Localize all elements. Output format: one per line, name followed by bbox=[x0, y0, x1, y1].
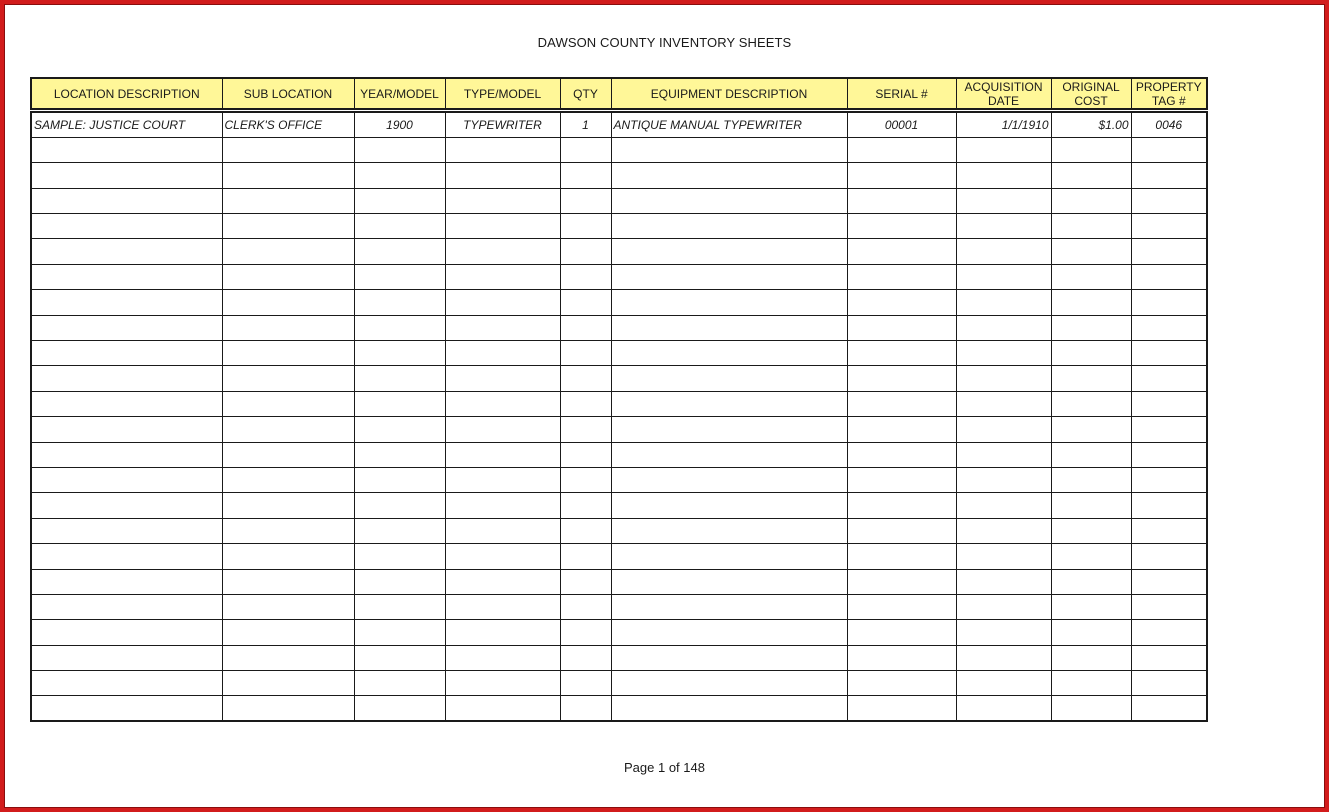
cell-location-description[interactable] bbox=[31, 391, 222, 416]
cell-location-description[interactable] bbox=[31, 341, 222, 366]
cell-acquisition-date[interactable] bbox=[956, 645, 1051, 670]
cell-equipment-description[interactable] bbox=[611, 645, 847, 670]
cell-equipment-description[interactable] bbox=[611, 239, 847, 264]
table-row bbox=[31, 239, 1207, 264]
cell-equipment-description[interactable] bbox=[611, 620, 847, 645]
cell-property-tag[interactable] bbox=[1131, 493, 1207, 518]
table-row bbox=[31, 569, 1207, 594]
cell-property-tag[interactable] bbox=[1131, 671, 1207, 696]
cell-year-model[interactable] bbox=[354, 442, 445, 467]
cell-acquisition-date[interactable] bbox=[956, 442, 1051, 467]
cell-original-cost[interactable] bbox=[1051, 493, 1131, 518]
cell-property-tag[interactable] bbox=[1131, 315, 1207, 340]
cell-sub-location[interactable] bbox=[222, 264, 354, 289]
cell-qty[interactable] bbox=[560, 442, 611, 467]
cell-serial[interactable] bbox=[847, 239, 956, 264]
cell-original-cost[interactable] bbox=[1051, 594, 1131, 619]
cell-location-description[interactable] bbox=[31, 137, 222, 162]
cell-acquisition-date[interactable] bbox=[956, 214, 1051, 239]
cell-acquisition-date[interactable] bbox=[956, 315, 1051, 340]
cell-year-model[interactable] bbox=[354, 137, 445, 162]
cell-acquisition-date[interactable] bbox=[956, 163, 1051, 188]
cell-qty[interactable] bbox=[560, 696, 611, 721]
cell-original-cost[interactable] bbox=[1051, 645, 1131, 670]
cell-location-description[interactable] bbox=[31, 264, 222, 289]
cell-equipment-description[interactable] bbox=[611, 214, 847, 239]
cell-type-model[interactable] bbox=[445, 442, 560, 467]
cell-original-cost[interactable] bbox=[1051, 341, 1131, 366]
cell-qty[interactable] bbox=[560, 544, 611, 569]
table-row bbox=[31, 467, 1207, 492]
cell-sub-location[interactable] bbox=[222, 315, 354, 340]
cell-location-description[interactable] bbox=[31, 290, 222, 315]
cell-property-tag[interactable] bbox=[1131, 341, 1207, 366]
cell-serial[interactable] bbox=[847, 544, 956, 569]
table-row bbox=[31, 264, 1207, 289]
cell-acquisition-date[interactable] bbox=[956, 264, 1051, 289]
cell-type-model[interactable] bbox=[445, 569, 560, 594]
cell-property-tag[interactable] bbox=[1131, 214, 1207, 239]
cell-sub-location[interactable] bbox=[222, 518, 354, 543]
table-row bbox=[31, 671, 1207, 696]
cell-original-cost[interactable]: $1.00 bbox=[1051, 112, 1131, 137]
cell-equipment-description[interactable] bbox=[611, 137, 847, 162]
cell-serial[interactable] bbox=[847, 518, 956, 543]
cell-equipment-description[interactable] bbox=[611, 442, 847, 467]
cell-equipment-description[interactable] bbox=[611, 366, 847, 391]
table-row bbox=[31, 417, 1207, 442]
cell-property-tag[interactable] bbox=[1131, 417, 1207, 442]
cell-serial[interactable] bbox=[847, 214, 956, 239]
cell-year-model[interactable] bbox=[354, 645, 445, 670]
cell-sub-location[interactable] bbox=[222, 594, 354, 619]
cell-acquisition-date[interactable] bbox=[956, 569, 1051, 594]
cell-location-description[interactable] bbox=[31, 569, 222, 594]
cell-qty[interactable] bbox=[560, 518, 611, 543]
col-header-equipment-description: EQUIPMENT DESCRIPTION bbox=[611, 78, 847, 109]
cell-year-model[interactable]: 1900 bbox=[354, 112, 445, 137]
cell-year-model[interactable] bbox=[354, 417, 445, 442]
cell-acquisition-date[interactable] bbox=[956, 391, 1051, 416]
cell-type-model[interactable]: TYPEWRITER bbox=[445, 112, 560, 137]
cell-serial[interactable] bbox=[847, 137, 956, 162]
cell-serial[interactable] bbox=[847, 594, 956, 619]
cell-equipment-description[interactable] bbox=[611, 417, 847, 442]
cell-acquisition-date[interactable] bbox=[956, 620, 1051, 645]
cell-original-cost[interactable] bbox=[1051, 620, 1131, 645]
table-row bbox=[31, 518, 1207, 543]
col-header-sub-location: SUB LOCATION bbox=[222, 78, 354, 109]
cell-property-tag[interactable] bbox=[1131, 163, 1207, 188]
cell-type-model[interactable] bbox=[445, 671, 560, 696]
cell-location-description[interactable] bbox=[31, 518, 222, 543]
cell-type-model[interactable] bbox=[445, 315, 560, 340]
cell-serial[interactable] bbox=[847, 493, 956, 518]
page-number: Page 1 of 148 bbox=[624, 760, 705, 775]
cell-type-model[interactable] bbox=[445, 696, 560, 721]
cell-serial[interactable] bbox=[847, 163, 956, 188]
cell-property-tag[interactable] bbox=[1131, 645, 1207, 670]
cell-sub-location[interactable] bbox=[222, 366, 354, 391]
cell-property-tag[interactable] bbox=[1131, 264, 1207, 289]
table-row bbox=[31, 594, 1207, 619]
cell-sub-location[interactable] bbox=[222, 467, 354, 492]
cell-sub-location[interactable] bbox=[222, 544, 354, 569]
cell-equipment-description[interactable] bbox=[611, 696, 847, 721]
cell-qty[interactable] bbox=[560, 341, 611, 366]
cell-type-model[interactable] bbox=[445, 214, 560, 239]
table-row bbox=[31, 696, 1207, 721]
cell-type-model[interactable] bbox=[445, 391, 560, 416]
cell-location-description[interactable] bbox=[31, 645, 222, 670]
cell-acquisition-date[interactable] bbox=[956, 544, 1051, 569]
cell-sub-location[interactable] bbox=[222, 290, 354, 315]
cell-qty[interactable] bbox=[560, 594, 611, 619]
cell-qty[interactable] bbox=[560, 620, 611, 645]
cell-type-model[interactable] bbox=[445, 341, 560, 366]
cell-year-model[interactable] bbox=[354, 544, 445, 569]
cell-type-model[interactable] bbox=[445, 620, 560, 645]
cell-original-cost[interactable] bbox=[1051, 467, 1131, 492]
col-header-qty: QTY bbox=[560, 78, 611, 109]
table-row bbox=[31, 645, 1207, 670]
cell-original-cost[interactable] bbox=[1051, 188, 1131, 213]
cell-equipment-description[interactable] bbox=[611, 188, 847, 213]
cell-acquisition-date[interactable] bbox=[956, 671, 1051, 696]
cell-type-model[interactable] bbox=[445, 366, 560, 391]
cell-qty[interactable] bbox=[560, 417, 611, 442]
cell-equipment-description[interactable] bbox=[611, 518, 847, 543]
cell-serial[interactable] bbox=[847, 645, 956, 670]
cell-type-model[interactable] bbox=[445, 544, 560, 569]
cell-type-model[interactable] bbox=[445, 467, 560, 492]
cell-qty[interactable] bbox=[560, 366, 611, 391]
table-row bbox=[31, 188, 1207, 213]
cell-serial[interactable] bbox=[847, 290, 956, 315]
table-row bbox=[31, 391, 1207, 416]
cell-property-tag[interactable] bbox=[1131, 518, 1207, 543]
cell-type-model[interactable] bbox=[445, 493, 560, 518]
cell-year-model[interactable] bbox=[354, 315, 445, 340]
cell-qty[interactable]: 1 bbox=[560, 112, 611, 137]
col-header-year-model: YEAR/MODEL bbox=[354, 78, 445, 109]
cell-location-description[interactable] bbox=[31, 163, 222, 188]
table-row bbox=[31, 544, 1207, 569]
cell-acquisition-date[interactable] bbox=[956, 137, 1051, 162]
cell-sub-location[interactable] bbox=[222, 620, 354, 645]
cell-location-description[interactable] bbox=[31, 544, 222, 569]
cell-year-model[interactable] bbox=[354, 594, 445, 619]
cell-serial[interactable] bbox=[847, 366, 956, 391]
cell-original-cost[interactable] bbox=[1051, 671, 1131, 696]
cell-location-description[interactable] bbox=[31, 620, 222, 645]
cell-year-model[interactable] bbox=[354, 366, 445, 391]
table-row bbox=[31, 341, 1207, 366]
cell-equipment-description[interactable] bbox=[611, 163, 847, 188]
cell-property-tag[interactable] bbox=[1131, 467, 1207, 492]
cell-type-model[interactable] bbox=[445, 290, 560, 315]
cell-year-model[interactable] bbox=[354, 341, 445, 366]
cell-type-model[interactable] bbox=[445, 645, 560, 670]
cell-qty[interactable] bbox=[560, 467, 611, 492]
cell-sub-location[interactable] bbox=[222, 188, 354, 213]
cell-property-tag[interactable] bbox=[1131, 239, 1207, 264]
cell-serial[interactable] bbox=[847, 442, 956, 467]
cell-original-cost[interactable] bbox=[1051, 264, 1131, 289]
cell-type-model[interactable] bbox=[445, 239, 560, 264]
cell-property-tag[interactable] bbox=[1131, 366, 1207, 391]
cell-sub-location[interactable] bbox=[222, 645, 354, 670]
cell-acquisition-date[interactable] bbox=[956, 493, 1051, 518]
cell-location-description[interactable] bbox=[31, 671, 222, 696]
cell-acquisition-date[interactable] bbox=[956, 467, 1051, 492]
cell-equipment-description[interactable] bbox=[611, 315, 847, 340]
table-row bbox=[31, 620, 1207, 645]
cell-qty[interactable] bbox=[560, 391, 611, 416]
cell-year-model[interactable] bbox=[354, 391, 445, 416]
cell-sub-location[interactable] bbox=[222, 214, 354, 239]
cell-sub-location[interactable] bbox=[222, 569, 354, 594]
cell-location-description[interactable] bbox=[31, 594, 222, 619]
cell-serial[interactable] bbox=[847, 467, 956, 492]
cell-acquisition-date[interactable] bbox=[956, 366, 1051, 391]
cell-acquisition-date[interactable]: 1/1/1910 bbox=[956, 112, 1051, 137]
cell-sub-location[interactable] bbox=[222, 239, 354, 264]
cell-equipment-description[interactable] bbox=[611, 391, 847, 416]
cell-acquisition-date[interactable] bbox=[956, 341, 1051, 366]
cell-year-model[interactable] bbox=[354, 239, 445, 264]
cell-type-model[interactable] bbox=[445, 264, 560, 289]
cell-sub-location[interactable] bbox=[222, 137, 354, 162]
cell-qty[interactable] bbox=[560, 315, 611, 340]
cell-equipment-description[interactable] bbox=[611, 290, 847, 315]
cell-type-model[interactable] bbox=[445, 137, 560, 162]
cell-property-tag[interactable] bbox=[1131, 620, 1207, 645]
cell-type-model[interactable] bbox=[445, 188, 560, 213]
cell-property-tag[interactable] bbox=[1131, 137, 1207, 162]
cell-year-model[interactable] bbox=[354, 188, 445, 213]
cell-qty[interactable] bbox=[560, 493, 611, 518]
col-header-serial: SERIAL # bbox=[847, 78, 956, 109]
cell-location-description[interactable] bbox=[31, 493, 222, 518]
col-header-property-tag: PROPERTY TAG # bbox=[1131, 78, 1207, 109]
cell-year-model[interactable] bbox=[354, 493, 445, 518]
cell-serial[interactable] bbox=[847, 417, 956, 442]
cell-sub-location[interactable] bbox=[222, 671, 354, 696]
cell-location-description[interactable] bbox=[31, 315, 222, 340]
cell-year-model[interactable] bbox=[354, 290, 445, 315]
cell-property-tag[interactable] bbox=[1131, 696, 1207, 721]
table-row bbox=[31, 442, 1207, 467]
cell-serial[interactable] bbox=[847, 341, 956, 366]
cell-equipment-description[interactable] bbox=[611, 544, 847, 569]
cell-year-model[interactable] bbox=[354, 696, 445, 721]
page-title: DAWSON COUNTY INVENTORY SHEETS bbox=[537, 35, 792, 50]
cell-sub-location[interactable] bbox=[222, 696, 354, 721]
col-header-acquisition-date: ACQUISITION DATE bbox=[956, 78, 1051, 109]
cell-property-tag[interactable] bbox=[1131, 544, 1207, 569]
cell-property-tag[interactable] bbox=[1131, 569, 1207, 594]
cell-serial[interactable] bbox=[847, 620, 956, 645]
cell-acquisition-date[interactable] bbox=[956, 518, 1051, 543]
cell-original-cost[interactable] bbox=[1051, 290, 1131, 315]
cell-equipment-description[interactable] bbox=[611, 493, 847, 518]
col-header-type-model: TYPE/MODEL bbox=[445, 78, 560, 109]
cell-location-description[interactable] bbox=[31, 442, 222, 467]
cell-location-description[interactable] bbox=[31, 239, 222, 264]
cell-location-description[interactable]: SAMPLE: JUSTICE COURT bbox=[31, 112, 222, 137]
cell-original-cost[interactable] bbox=[1051, 391, 1131, 416]
cell-equipment-description[interactable]: ANTIQUE MANUAL TYPEWRITER bbox=[611, 112, 847, 137]
cell-property-tag[interactable] bbox=[1131, 391, 1207, 416]
cell-property-tag[interactable] bbox=[1131, 442, 1207, 467]
cell-serial[interactable] bbox=[847, 315, 956, 340]
cell-year-model[interactable] bbox=[354, 671, 445, 696]
cell-original-cost[interactable] bbox=[1051, 417, 1131, 442]
cell-location-description[interactable] bbox=[31, 417, 222, 442]
cell-year-model[interactable] bbox=[354, 264, 445, 289]
cell-qty[interactable] bbox=[560, 137, 611, 162]
cell-original-cost[interactable] bbox=[1051, 137, 1131, 162]
cell-original-cost[interactable] bbox=[1051, 315, 1131, 340]
cell-sub-location[interactable] bbox=[222, 417, 354, 442]
cell-equipment-description[interactable] bbox=[611, 467, 847, 492]
cell-property-tag[interactable] bbox=[1131, 188, 1207, 213]
cell-original-cost[interactable] bbox=[1051, 442, 1131, 467]
cell-equipment-description[interactable] bbox=[611, 264, 847, 289]
cell-year-model[interactable] bbox=[354, 620, 445, 645]
cell-year-model[interactable] bbox=[354, 163, 445, 188]
table-row bbox=[31, 137, 1207, 162]
cell-acquisition-date[interactable] bbox=[956, 696, 1051, 721]
cell-serial[interactable]: 00001 bbox=[847, 112, 956, 137]
cell-acquisition-date[interactable] bbox=[956, 290, 1051, 315]
cell-type-model[interactable] bbox=[445, 163, 560, 188]
table-row bbox=[31, 493, 1207, 518]
cell-location-description[interactable] bbox=[31, 214, 222, 239]
cell-sub-location[interactable] bbox=[222, 493, 354, 518]
col-header-original-cost: ORIGINAL COST bbox=[1051, 78, 1131, 109]
cell-year-model[interactable] bbox=[354, 214, 445, 239]
table-row bbox=[31, 315, 1207, 340]
cell-type-model[interactable] bbox=[445, 594, 560, 619]
cell-acquisition-date[interactable] bbox=[956, 417, 1051, 442]
cell-original-cost[interactable] bbox=[1051, 696, 1131, 721]
cell-original-cost[interactable] bbox=[1051, 214, 1131, 239]
inventory-table bbox=[30, 77, 1208, 722]
cell-equipment-description[interactable] bbox=[611, 671, 847, 696]
cell-sub-location[interactable] bbox=[222, 341, 354, 366]
cell-qty[interactable] bbox=[560, 188, 611, 213]
cell-type-model[interactable] bbox=[445, 417, 560, 442]
cell-location-description[interactable] bbox=[31, 366, 222, 391]
table-row bbox=[31, 163, 1207, 188]
cell-acquisition-date[interactable] bbox=[956, 188, 1051, 213]
header-row bbox=[31, 78, 1207, 109]
cell-qty[interactable] bbox=[560, 163, 611, 188]
cell-qty[interactable] bbox=[560, 214, 611, 239]
cell-sub-location[interactable] bbox=[222, 442, 354, 467]
cell-type-model[interactable] bbox=[445, 518, 560, 543]
cell-original-cost[interactable] bbox=[1051, 163, 1131, 188]
cell-qty[interactable] bbox=[560, 239, 611, 264]
sample-row bbox=[31, 112, 1207, 137]
cell-qty[interactable] bbox=[560, 290, 611, 315]
cell-property-tag[interactable] bbox=[1131, 594, 1207, 619]
cell-equipment-description[interactable] bbox=[611, 569, 847, 594]
cell-property-tag[interactable] bbox=[1131, 290, 1207, 315]
cell-qty[interactable] bbox=[560, 264, 611, 289]
cell-year-model[interactable] bbox=[354, 518, 445, 543]
table-row bbox=[31, 214, 1207, 239]
cell-original-cost[interactable] bbox=[1051, 544, 1131, 569]
table-row bbox=[31, 290, 1207, 315]
cell-location-description[interactable] bbox=[31, 188, 222, 213]
cell-original-cost[interactable] bbox=[1051, 518, 1131, 543]
cell-original-cost[interactable] bbox=[1051, 366, 1131, 391]
cell-location-description[interactable] bbox=[31, 696, 222, 721]
cell-equipment-description[interactable] bbox=[611, 594, 847, 619]
cell-qty[interactable] bbox=[560, 645, 611, 670]
col-header-location-description: LOCATION DESCRIPTION bbox=[31, 78, 222, 109]
cell-qty[interactable] bbox=[560, 569, 611, 594]
cell-qty[interactable] bbox=[560, 671, 611, 696]
cell-equipment-description[interactable] bbox=[611, 341, 847, 366]
table-row bbox=[31, 366, 1207, 391]
cell-year-model[interactable] bbox=[354, 569, 445, 594]
cell-year-model[interactable] bbox=[354, 467, 445, 492]
cell-serial[interactable] bbox=[847, 671, 956, 696]
cell-serial[interactable] bbox=[847, 696, 956, 721]
cell-sub-location[interactable]: CLERK'S OFFICE bbox=[222, 112, 354, 137]
cell-sub-location[interactable] bbox=[222, 163, 354, 188]
cell-acquisition-date[interactable] bbox=[956, 239, 1051, 264]
cell-property-tag[interactable]: 0046 bbox=[1131, 112, 1207, 137]
cell-original-cost[interactable] bbox=[1051, 569, 1131, 594]
cell-serial[interactable] bbox=[847, 188, 956, 213]
cell-acquisition-date[interactable] bbox=[956, 594, 1051, 619]
cell-sub-location[interactable] bbox=[222, 391, 354, 416]
cell-serial[interactable] bbox=[847, 391, 956, 416]
cell-serial[interactable] bbox=[847, 569, 956, 594]
cell-location-description[interactable] bbox=[31, 467, 222, 492]
cell-original-cost[interactable] bbox=[1051, 239, 1131, 264]
cell-serial[interactable] bbox=[847, 264, 956, 289]
